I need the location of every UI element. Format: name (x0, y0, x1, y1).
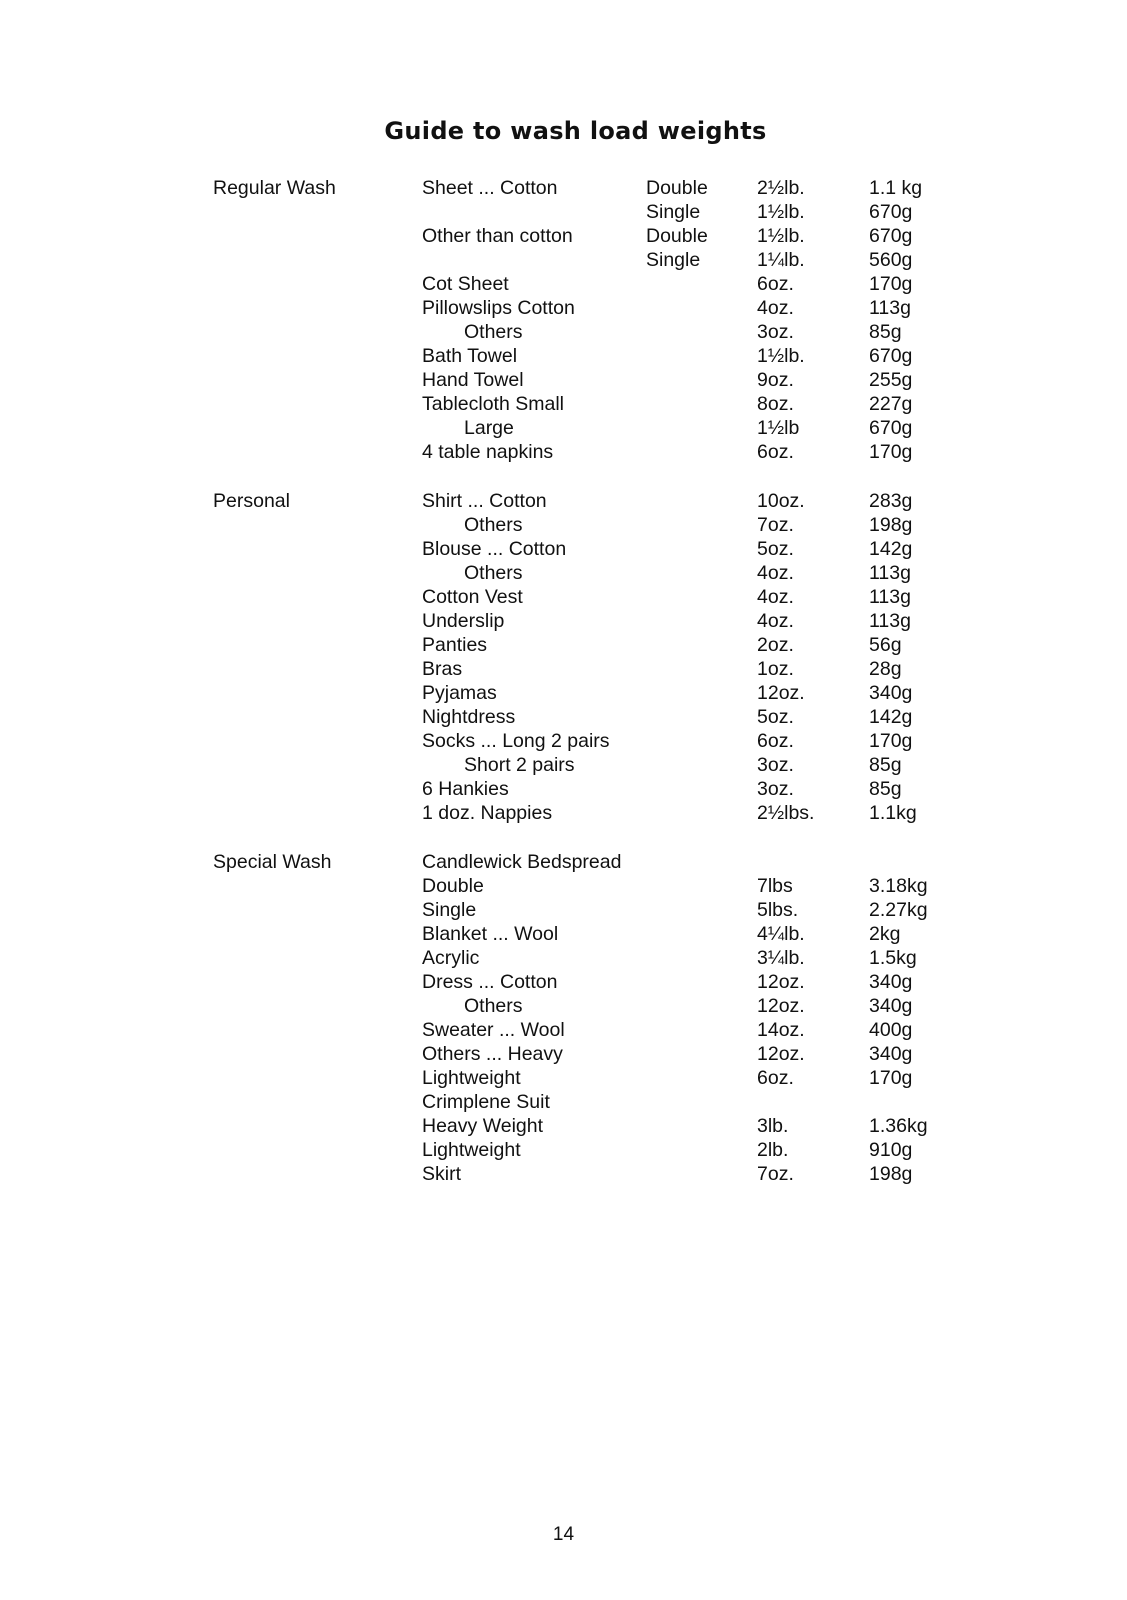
weight-imperial: 5lbs. (757, 899, 799, 921)
weight-imperial: 14oz. (757, 1019, 805, 1041)
item-name: Tablecloth Small (422, 393, 564, 415)
table-row (0, 1042, 1127, 1066)
weight-imperial: 2½lbs. (757, 802, 815, 824)
item-name: Lightweight (422, 1067, 521, 1089)
item-name: Blouse ... Cotton (422, 538, 567, 560)
item-name: Large (464, 417, 514, 439)
weight-metric: 560g (869, 249, 913, 271)
weight-metric: 670g (869, 201, 913, 223)
table-row (0, 296, 1127, 320)
weight-imperial: 3oz. (757, 778, 794, 800)
weight-metric: 340g (869, 682, 913, 704)
weight-metric: 910g (869, 1139, 913, 1161)
table-row (0, 200, 1127, 224)
weight-imperial: 1½lb. (757, 345, 805, 367)
item-name: Heavy Weight (422, 1115, 544, 1137)
table-row (0, 922, 1127, 946)
weight-metric: 670g (869, 345, 913, 367)
table-row (0, 272, 1127, 296)
table-row (0, 970, 1127, 994)
table-row (0, 946, 1127, 970)
weight-metric: 170g (869, 730, 913, 752)
item-name: Cotton Vest (422, 586, 523, 608)
table-row (0, 440, 1127, 464)
table-row (0, 489, 1127, 513)
table-row (0, 681, 1127, 705)
table-row (0, 1018, 1127, 1042)
weight-metric: 113g (869, 586, 911, 608)
table-row (0, 1114, 1127, 1138)
section-rows (0, 850, 1127, 1186)
weight-metric: 113g (869, 297, 911, 319)
weight-metric: 85g (869, 321, 902, 343)
weight-metric: 670g (869, 417, 913, 439)
weight-imperial: 1oz. (757, 658, 794, 680)
item-size: Double (646, 225, 708, 247)
section-label: Regular Wash (213, 177, 336, 199)
item-name: Sheet ... Cotton (422, 177, 558, 199)
weight-imperial: 7lbs (757, 875, 793, 897)
weight-imperial: 7oz. (757, 514, 794, 536)
item-name: 4 table napkins (422, 441, 554, 463)
weight-imperial: 3oz. (757, 321, 794, 343)
item-name: Others (464, 321, 523, 343)
weight-imperial: 1¼lb. (757, 249, 805, 271)
table-row (0, 392, 1127, 416)
table-row (0, 609, 1127, 633)
item-name: Candlewick Bedspread (422, 851, 622, 873)
weight-metric: 400g (869, 1019, 913, 1041)
item-size: Double (646, 177, 708, 199)
weight-imperial: 4oz. (757, 562, 794, 584)
weight-metric: 198g (869, 1163, 913, 1185)
item-name: Panties (422, 634, 488, 656)
weight-imperial: 6oz. (757, 441, 794, 463)
item-name: Hand Towel (422, 369, 524, 391)
item-name: Others (464, 562, 523, 584)
item-name: Crimplene Suit (422, 1091, 550, 1113)
weight-imperial: 8oz. (757, 393, 794, 415)
table-row (0, 561, 1127, 585)
item-name: Skirt (422, 1163, 461, 1185)
item-name: Sweater ... Wool (422, 1019, 565, 1041)
item-name: 1 doz. Nappies (422, 802, 553, 824)
weight-metric: 113g (869, 562, 911, 584)
weight-imperial: 1½lb (757, 417, 800, 439)
item-name: Cot Sheet (422, 273, 509, 295)
weight-metric: 142g (869, 706, 913, 728)
weight-imperial: 4oz. (757, 610, 794, 632)
weight-metric: 1.1 kg (869, 177, 923, 199)
table-row (0, 416, 1127, 440)
table-row (0, 898, 1127, 922)
table-row (0, 513, 1127, 537)
table-row (0, 705, 1127, 729)
weight-imperial: 2½lb. (757, 177, 805, 199)
table-row (0, 1090, 1127, 1114)
weight-imperial: 12oz. (757, 995, 805, 1017)
weight-metric: 142g (869, 538, 913, 560)
table-row (0, 320, 1127, 344)
weight-metric: 85g (869, 778, 902, 800)
item-name: Single (422, 899, 477, 921)
weight-imperial: 1½lb. (757, 201, 805, 223)
table-row (0, 1162, 1127, 1186)
table-row (0, 176, 1127, 200)
item-name: 6 Hankies (422, 778, 509, 800)
item-name: Blanket ... Wool (422, 923, 559, 945)
weight-imperial: 3oz. (757, 754, 794, 776)
weight-imperial: 5oz. (757, 706, 794, 728)
weight-imperial: 2oz. (757, 634, 794, 656)
table-row (0, 657, 1127, 681)
weight-metric: 170g (869, 273, 913, 295)
weight-imperial: 6oz. (757, 730, 794, 752)
weight-imperial: 2lb. (757, 1139, 789, 1161)
weight-imperial: 1½lb. (757, 225, 805, 247)
weight-metric: 170g (869, 1067, 913, 1089)
item-name: Shirt ... Cotton (422, 490, 547, 512)
weight-imperial: 6oz. (757, 273, 794, 295)
page-number: 14 (552, 1524, 575, 1545)
weight-metric: 340g (869, 1043, 913, 1065)
section-rows (0, 176, 1127, 464)
weight-metric: 283g (869, 490, 913, 512)
weight-imperial: 4¼lb. (757, 923, 805, 945)
table-row (0, 344, 1127, 368)
item-size: Single (646, 249, 701, 271)
weight-metric: 1.1kg (869, 802, 917, 824)
item-name: Others ... Heavy (422, 1043, 563, 1065)
table-row (0, 753, 1127, 777)
weight-metric: 170g (869, 441, 913, 463)
weight-metric: 56g (869, 634, 902, 656)
section-rows (0, 489, 1127, 825)
weight-metric: 3.18kg (869, 875, 928, 897)
weight-imperial: 6oz. (757, 1067, 794, 1089)
table-row (0, 874, 1127, 898)
item-name: Pyjamas (422, 682, 497, 704)
table-row (0, 633, 1127, 657)
page-title: Guide to wash load weights (384, 117, 767, 145)
weight-imperial: 10oz. (757, 490, 805, 512)
item-size: Single (646, 201, 701, 223)
weight-metric: 340g (869, 971, 913, 993)
table-row (0, 1138, 1127, 1162)
table-row (0, 368, 1127, 392)
weight-metric: 255g (869, 369, 913, 391)
item-name: Others (464, 995, 523, 1017)
item-name: Others (464, 514, 523, 536)
table-row (0, 248, 1127, 272)
item-name: Bath Towel (422, 345, 518, 367)
table-row (0, 777, 1127, 801)
weight-metric: 85g (869, 754, 902, 776)
item-name: Dress ... Cotton (422, 971, 558, 993)
weight-imperial: 5oz. (757, 538, 794, 560)
weight-metric: 2kg (869, 923, 901, 945)
table-row (0, 224, 1127, 248)
weight-imperial: 9oz. (757, 369, 794, 391)
section-label: Special Wash (213, 851, 332, 873)
weight-imperial: 12oz. (757, 1043, 805, 1065)
item-name: Lightweight (422, 1139, 521, 1161)
weight-metric: 113g (869, 610, 911, 632)
item-name: Bras (422, 658, 463, 680)
weight-metric: 340g (869, 995, 913, 1017)
table-row (0, 537, 1127, 561)
weight-imperial: 4oz. (757, 297, 794, 319)
weight-imperial: 12oz. (757, 682, 805, 704)
table-row (0, 729, 1127, 753)
table-row (0, 801, 1127, 825)
item-name: Pillowslips Cotton (422, 297, 575, 319)
item-name: Short 2 pairs (464, 754, 575, 776)
weight-metric: 198g (869, 514, 913, 536)
item-name: Other than cotton (422, 225, 573, 247)
table-row (0, 585, 1127, 609)
weight-imperial: 7oz. (757, 1163, 794, 1185)
weight-imperial: 3¼lb. (757, 947, 805, 969)
table-row (0, 850, 1127, 874)
item-name: Underslip (422, 610, 505, 632)
item-name: Acrylic (422, 947, 480, 969)
weight-imperial: 12oz. (757, 971, 805, 993)
item-name: Nightdress (422, 706, 516, 728)
section-label: Personal (213, 490, 290, 512)
weight-metric: 670g (869, 225, 913, 247)
weight-metric: 1.36kg (869, 1115, 928, 1137)
weight-metric: 28g (869, 658, 902, 680)
weight-metric: 1.5kg (869, 947, 917, 969)
weight-imperial: 4oz. (757, 586, 794, 608)
table-row (0, 1066, 1127, 1090)
weight-metric: 227g (869, 393, 913, 415)
weight-metric: 2.27kg (869, 899, 928, 921)
weight-imperial: 3lb. (757, 1115, 789, 1137)
table-row (0, 994, 1127, 1018)
item-name: Socks ... Long 2 pairs (422, 730, 610, 752)
item-name: Double (422, 875, 484, 897)
